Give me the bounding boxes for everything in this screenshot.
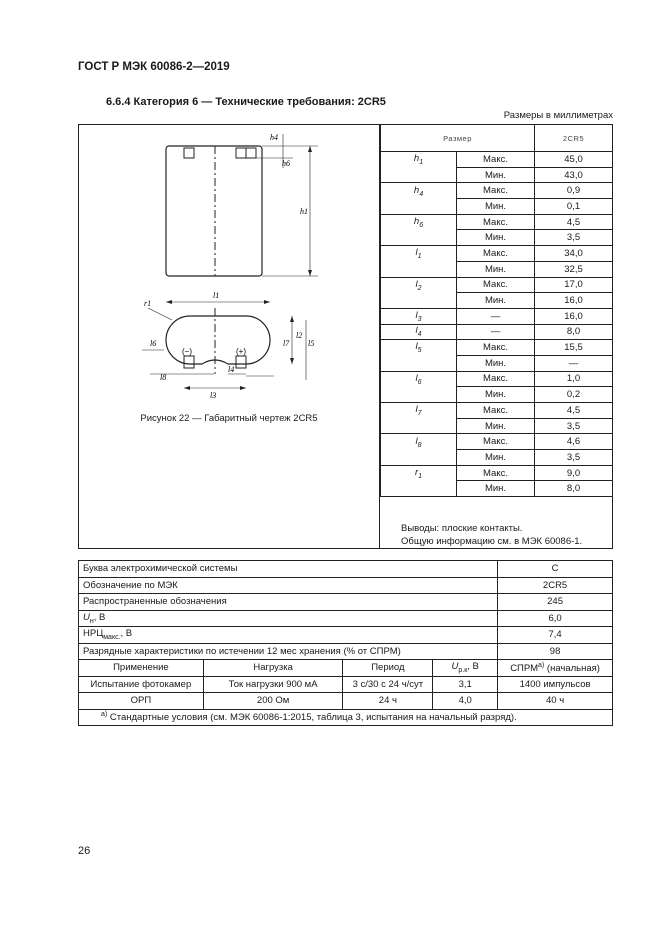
col-header: Период (343, 660, 433, 677)
dim-limit: Мин. (457, 167, 535, 183)
table-row (381, 418, 613, 434)
dim-param (381, 481, 457, 497)
label-h1: h1 (300, 207, 308, 216)
label-l8: l8 (160, 373, 167, 382)
table-row (79, 676, 613, 693)
units-note: Размеры в миллиметрах (503, 110, 613, 121)
document-header: ГОСТ Р МЭК 60086-2—2019 (78, 61, 230, 73)
table-row (381, 481, 613, 497)
table-row (381, 293, 613, 309)
footnote: $^{а)}$ Стандартные условия (см. МЭК 60086-1:2015, таблица 3, испытания на начальный разряд). (79, 709, 613, 726)
table-row (381, 183, 613, 199)
spec-cell-period: 3 с/30 с 24 ч/сут (343, 676, 433, 693)
dim-limit: Макс. (457, 183, 535, 199)
spec-cell-load: Ток нагрузки 900 мА (203, 676, 343, 693)
spec-value: 2CR5 (498, 577, 613, 594)
spec-label: Распространенные обозначения (79, 594, 498, 611)
dim-value: 45,0 (535, 152, 613, 168)
dim-limit: Макс. (457, 277, 535, 293)
spec-value: 98 (498, 643, 613, 660)
dim-value: 17,0 (535, 277, 613, 293)
dim-limit: Мин. (457, 293, 535, 309)
dim-value: 8,0 (535, 481, 613, 497)
table-row (381, 261, 613, 277)
table-row (381, 324, 613, 340)
dim-param (381, 387, 457, 403)
table-row (381, 340, 613, 356)
dim-param (381, 293, 457, 309)
spec-rows (79, 676, 613, 709)
dim-value: — (535, 355, 613, 371)
table-row (381, 214, 613, 230)
dim-limit: Мин. (457, 199, 535, 215)
dim-param (381, 355, 457, 371)
dim-limit: Мин. (457, 387, 535, 403)
terminal-plus: (+) (236, 347, 246, 356)
col-header: $U_{р.к}$, В (433, 660, 498, 677)
table-row (381, 450, 613, 466)
dimensions-header-row (381, 125, 613, 152)
dim-value: 4,5 (535, 214, 613, 230)
notes-line-2: Общую информацию см. в МЭК 60086-1. (401, 536, 583, 547)
table-row (381, 403, 613, 419)
table-row (381, 465, 613, 481)
table-row (381, 230, 613, 246)
dim-limit: Мин. (457, 355, 535, 371)
spec-cell-spd: 1400 импульсов (498, 676, 613, 693)
dim-value: 34,0 (535, 246, 613, 262)
spec-label: Обозначение по МЭК (79, 577, 498, 594)
table-row (381, 152, 613, 168)
spec-label: Разрядные характеристики по истечении 12 мес хранения (% от СПРМ) (79, 643, 498, 660)
dim-param (381, 261, 457, 277)
dim-value: 15,5 (535, 340, 613, 356)
dim-param (381, 167, 457, 183)
col-header: Нагрузка (203, 660, 343, 677)
dim-value: 4,6 (535, 434, 613, 450)
col-header: Применение (79, 660, 204, 677)
table-notes (401, 522, 582, 548)
spec-label: Буква электрохимической системы (79, 561, 498, 578)
dim-value: 32,5 (535, 261, 613, 277)
dim-limit: Макс. (457, 434, 535, 450)
dim-param: $l_5$ (381, 340, 457, 356)
dim-param (381, 230, 457, 246)
dim-limit: Макс. (457, 246, 535, 262)
dim-param (381, 418, 457, 434)
dim-param: $l_2$ (381, 277, 457, 293)
terminal-minus: (−) (182, 347, 192, 356)
label-l1: l1 (213, 291, 220, 300)
specification-table (78, 560, 613, 726)
spec-cell-period: 24 ч (343, 693, 433, 710)
page-number: 26 (78, 845, 91, 857)
table-row (381, 277, 613, 293)
dim-param: $h_1$ (381, 152, 457, 168)
section-title: 6.6.4 Категория 6 — Технические требования: 2CR5 (106, 96, 386, 108)
notes-line-1: Выводы: плоские контакты. (401, 523, 523, 534)
spec-value: C (498, 561, 613, 578)
dim-value: 9,0 (535, 465, 613, 481)
dim-value: 4,5 (535, 403, 613, 419)
spec-value: 6,0 (498, 610, 613, 627)
dim-limit: Макс. (457, 465, 535, 481)
dim-limit: Мин. (457, 230, 535, 246)
dim-param: $r_1$ (381, 465, 457, 481)
dim-param: $h_6$ (381, 214, 457, 230)
table-row (381, 308, 613, 324)
figure-caption: Рисунок 22 — Габаритный чертеж 2CR5 (140, 413, 318, 424)
table-row (79, 594, 613, 611)
dim-limit: Макс. (457, 214, 535, 230)
dim-value: 43,0 (535, 167, 613, 183)
dim-param: $l_1$ (381, 246, 457, 262)
dimensions-table (380, 124, 613, 497)
dim-param: $l_3$ (381, 308, 457, 324)
spec-value: 245 (498, 594, 613, 611)
battery-drawing (78, 124, 380, 414)
dim-limit: Мин. (457, 481, 535, 497)
dim-param (381, 450, 457, 466)
label-l6: l6 (150, 339, 157, 348)
label-h4: h4 (270, 133, 278, 142)
table-row (79, 561, 613, 578)
figure-panel (78, 124, 380, 549)
table-row (79, 693, 613, 710)
spec-label: $НРЦ_{макс.}$, В (79, 627, 498, 644)
table-row (381, 355, 613, 371)
dim-value: 0,9 (535, 183, 613, 199)
dim-limit: — (457, 324, 535, 340)
dim-limit: — (457, 308, 535, 324)
table-row (381, 387, 613, 403)
dim-value: 16,0 (535, 293, 613, 309)
table-row (79, 709, 613, 726)
dim-param: $l_6$ (381, 371, 457, 387)
dim-param: $l_8$ (381, 434, 457, 450)
dim-limit: Мин. (457, 418, 535, 434)
table-row (79, 577, 613, 594)
dim-limit: Макс. (457, 371, 535, 387)
spec-value: 7,4 (498, 627, 613, 644)
dim-param: $l_4$ (381, 324, 457, 340)
dimensions-body (381, 152, 613, 497)
dim-value: 0,1 (535, 199, 613, 215)
table-row (79, 627, 613, 644)
table-row (381, 199, 613, 215)
label-r1: r1 (144, 299, 152, 308)
spec-cell-ucut: 4,0 (433, 693, 498, 710)
spec-cell-spd: 40 ч (498, 693, 613, 710)
spec-cell-app: Испытание фотокамер (79, 676, 204, 693)
label-l4: l4 (228, 365, 235, 374)
spec-cell-app: ОРП (79, 693, 204, 710)
col-header: $СПРМ^{а)}$ (начальная) (498, 660, 613, 677)
dim-param: $h_4$ (381, 183, 457, 199)
table-row (381, 434, 613, 450)
dim-param (381, 199, 457, 215)
dim-limit: Мин. (457, 450, 535, 466)
dim-value: 3,5 (535, 230, 613, 246)
dim-value: 16,0 (535, 308, 613, 324)
label-l3: l3 (210, 391, 217, 400)
spec-cell-ucut: 3,1 (433, 676, 498, 693)
label-l7: l7 (283, 339, 290, 348)
table-row (79, 660, 613, 677)
dim-limit: Макс. (457, 403, 535, 419)
dim-limit: Макс. (457, 340, 535, 356)
header-model: 2CR5 (535, 125, 613, 152)
spec-label: $U_н$, В (79, 610, 498, 627)
dim-limit: Макс. (457, 152, 535, 168)
table-row (79, 643, 613, 660)
dim-value: 1,0 (535, 371, 613, 387)
label-l2: l2 (296, 331, 303, 340)
dim-limit: Мин. (457, 261, 535, 277)
spec-cell-load: 200 Ом (203, 693, 343, 710)
dim-value: 0,2 (535, 387, 613, 403)
label-l5: l5 (308, 339, 315, 348)
dim-value: 3,5 (535, 418, 613, 434)
dim-param: $l_7$ (381, 403, 457, 419)
dim-value: 3,5 (535, 450, 613, 466)
table-row (381, 246, 613, 262)
table-row (381, 371, 613, 387)
dim-value: 8,0 (535, 324, 613, 340)
table-row (381, 167, 613, 183)
table-row (79, 610, 613, 627)
label-h6: h6 (282, 159, 290, 168)
header-param: Размер (381, 125, 535, 152)
